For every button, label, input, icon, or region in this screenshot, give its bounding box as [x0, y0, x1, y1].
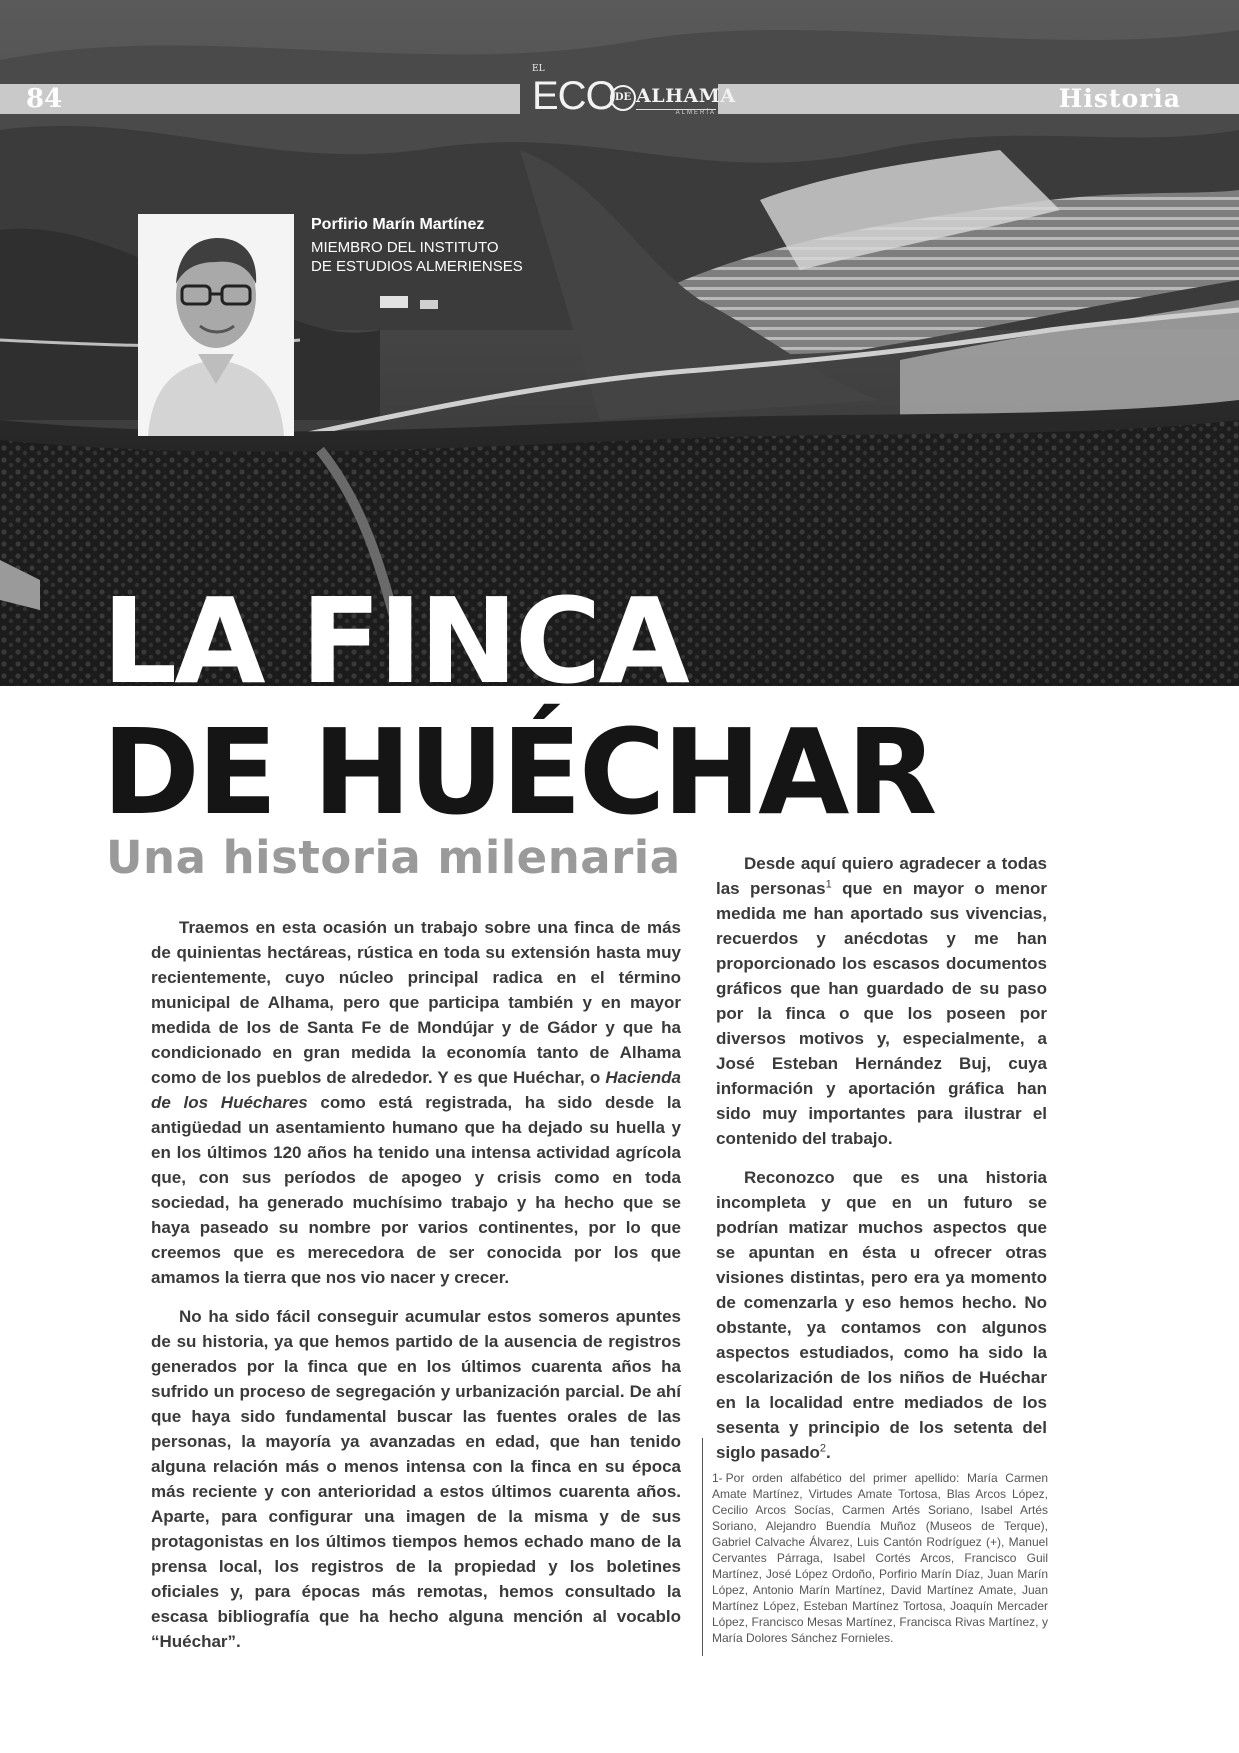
page-number: 84: [26, 84, 63, 114]
article-title-line2: DE HUÉCHAR: [102, 703, 935, 841]
author-role: [311, 238, 523, 276]
masthead-el: EL: [532, 64, 545, 74]
p1-italic: Hacienda de los Huéchares: [151, 1068, 681, 1112]
body-paragraph-3: [716, 851, 1047, 1151]
footnote-number: 1-: [712, 1471, 723, 1485]
masthead-logo: [530, 64, 736, 120]
p4-text-b: .: [826, 1443, 831, 1462]
masthead-almeria: ALMERÍA: [636, 109, 716, 116]
p1-text-b: como está registrada, ha sido desde la antigüedad un asentamiento humano que ha dejado su huella y en los últimos 120 años ha tenido una intensa actividad agrícola que, con sus períodos de apogeo y crisis como en toda sociedad, ha generado muchísimo trabajo y ha hecho que se haya paseado su nombre por varios continentes, por lo que creemos que es merecedora de ser conocida por los que amamos la tierra que nos vio nacer y crecer.: [151, 1093, 681, 1287]
article-title-line1: LA FINCA: [102, 572, 687, 710]
footnote-ref-1: 1: [825, 878, 832, 891]
author-role-line1: MIEMBRO DEL INSTITUTO: [311, 239, 499, 256]
section-name: Historia: [1058, 84, 1181, 113]
footnote-divider: [702, 1438, 703, 1656]
masthead-alhama: ALHAMA: [636, 85, 736, 107]
body-column-left: [151, 915, 681, 1668]
masthead-de-badge: DE: [610, 85, 636, 111]
footnote-1: [712, 1470, 1048, 1646]
header-bar-left: [0, 84, 520, 114]
body-paragraph-4: [716, 1165, 1047, 1465]
author-photo: [138, 214, 294, 436]
body-column-right: [716, 851, 1047, 1479]
masthead-eco: ECO: [532, 74, 616, 118]
author-role-line2: DE ESTUDIOS ALMERIENSES: [311, 258, 523, 275]
body-paragraph-1: [151, 915, 681, 1290]
footnote-text: Por orden alfabético del primer apellido: María Carmen Amate Martínez, Virtudes Amate Tortosa, Blas Arcos López, Cecilio Arcos Socías, Carmen Artés Soriano, Isabel Artés Soriano, Alejandro Buendía Muñoz (Museos de Terque), Gabriel Calvache Álvarez, Luis Cantón Rodríguez (+), Manuel Cervantes Párraga, Isabel Cortés Arcos, Francisco Guil Martínez, José López Ordoño, Porfirio Marín Díaz, Juan Marín López, Antonio Marín Martínez, David Martínez Amate, Juan Martínez López, Esteban Martínez Tortosa, Joaquín Mercader López, Francisco Mesas Martínez, Francisca Rivas Martínez, y María Dolores Sánchez Fornieles.: [712, 1471, 1048, 1645]
p1-text-a: Traemos en esta ocasión un trabajo sobre una finca de más de quinientas hectáreas, rústica en toda su extensión hasta muy recientemente, cuyo núcleo principal radica en el término municipal de Alhama, pero que participa también y en mayor medida de los de Santa Fe de Mondújar y de Gádor y que ha condicionado en gran medida la economía tanto de Alhama como de los pueblos de alrededor. Y es que Huéchar, o: [151, 918, 681, 1087]
author-name: Porfirio Marín Martínez: [311, 216, 485, 233]
body-paragraph-2: No ha sido fácil conseguir acumular estos someros apuntes de su historia, ya que hemos partido de la ausencia de registros generados por la finca que en los últimos cuarenta años ha sufrido un proceso de segregación y urbanización parcial. De ahí que haya sido fundamental buscar las fuentes orales de las personas, la mayoría ya avanzadas en edad, que han tenido alguna relación más o menos intensa con la finca en su época más reciente y con anterioridad a estos últimos cuarenta años. Aparte, para configurar una imagen de la misma y de sus protagonistas en los últimos tiempos hemos echado mano de la prensa local, los registros de la propiedad y los boletines oficiales y, para épocas más remotas, hemos consultado la escasa bibliografía que ha hecho alguna mención al vocablo “Huéchar”.: [151, 1307, 681, 1651]
p3-text-a: Desde aquí quiero agradecer a todas las personas: [716, 854, 1047, 898]
article-subtitle: Una historia milenaria: [106, 831, 681, 884]
p3-text-b: que en mayor o menor medida me han aportado sus vivencias, recuerdos y anécdotas y me han proporcionado los escasos documentos gráficos que han guardado de su paso por la finca o que los poseen por diversos motivos y, especialmente, a José Esteban Hernández Buj, cuya información y aportación gráfica han sido muy importantes para ilustrar el contenido del trabajo.: [716, 879, 1047, 1148]
footnote-ref-2: 2: [819, 1442, 827, 1455]
p4-text-a: Reconozco que es una historia incompleta y que en un futuro se podrían matizar muchos aspectos que se apuntan en ésta u ofrecer otras visiones distintas, pero era ya momento de comenzarla y eso hemos hecho. No obstante, ya contamos con algunos aspectos estudiados, como ha sido la escolarización de los niños de Huéchar en la localidad entre mediados de los sesenta y principio de los setenta del siglo pasado: [716, 1168, 1047, 1462]
